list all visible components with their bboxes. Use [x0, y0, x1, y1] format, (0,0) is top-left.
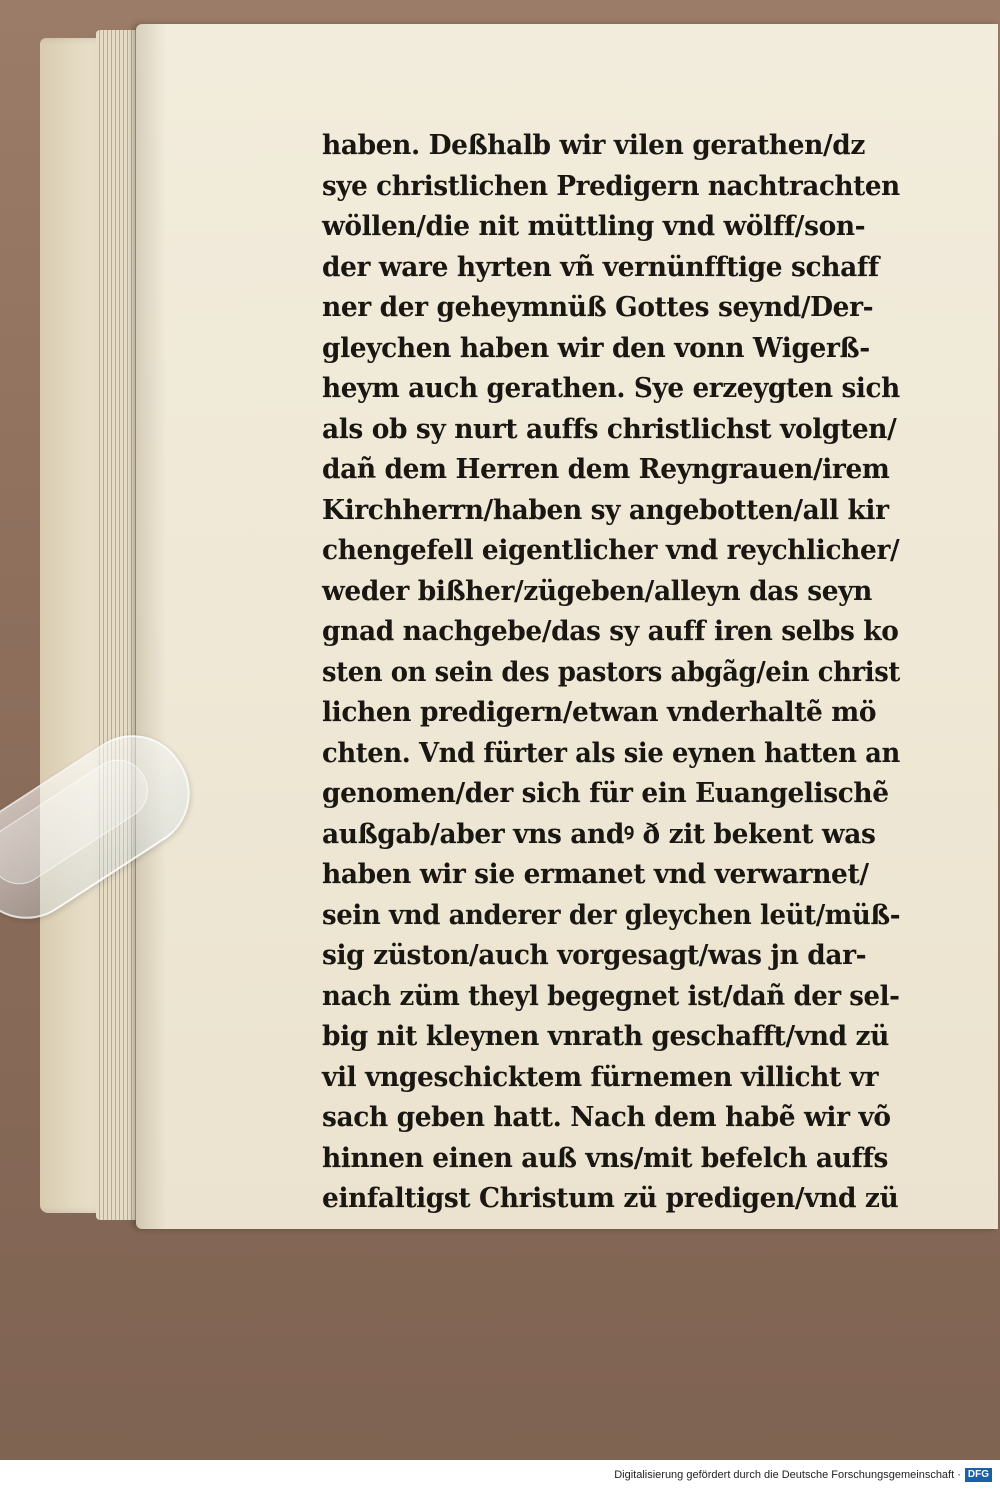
text-line: nach züm theyl begegnet ist/dañ der sel- [322, 980, 900, 1012]
text-line: der ware hyrten vñ vernünfftige schaff [322, 251, 879, 283]
funding-credit: Digitalisierung gefördert durch die Deutsche Forschungsgemeinschaft · [614, 1469, 961, 1481]
text-line: sten on sein des pastors abgãg/ein christ [322, 656, 900, 688]
text-line: sach geben hatt. Nach dem habẽ wir võ [322, 1102, 891, 1133]
text-line: gnad nachgebe/das sy auff iren selbs ko [322, 616, 899, 647]
text-line: chten. Vnd fürter als sie eynen hatten an [322, 737, 900, 769]
text-line: außgab/aber vns andꝰ ð zit bekent was [322, 818, 876, 850]
gutter-shadow [136, 24, 166, 1229]
text-line: einfaltigst Christum zü predigen/vnd zü [322, 1183, 899, 1214]
text-line: lichen predigern/etwan vnderhaltẽ mö [322, 697, 877, 728]
text-line: vil vngeschicktem fürnemen villicht vr [322, 1061, 879, 1093]
text-line: dañ dem Herren dem Reyngrauen/irem [322, 454, 890, 485]
digitization-footer [614, 1465, 992, 1485]
text-line: haben. Deßhalb wir vilen gerathen/dz [322, 130, 866, 161]
page-text [322, 126, 912, 1220]
text-line: gleychen haben wir den vonn Wigerß- [322, 332, 870, 364]
text-line: als ob sy nurt auffs christlichst volgten/ [322, 413, 897, 445]
text-line: wöllen/die nit müttling vnd wölff/son- [322, 211, 866, 242]
text-line: ner der geheymnüß Gottes seynd/Der- [322, 292, 874, 323]
text-line: sig züston/auch vorgesagt/was jn dar- [322, 940, 867, 971]
text-line: big nit kleynen vnrath geschafft/vnd zü [322, 1021, 889, 1052]
text-line: haben wir sie ermanet vnd verwarnet/ [322, 859, 869, 890]
text-line: weder bißher/zügeben/alleyn das seyn [322, 575, 873, 607]
text-line: sein vnd anderer der gleychen leüt/müß- [322, 899, 901, 931]
text-line: sye christlichen Predigern nachtrachten [322, 170, 900, 202]
text-line: Kirchherrn/haben sy angebotten/all kir [322, 494, 889, 526]
text-line: hinnen einen auß vns/mit befelch auffs [322, 1142, 888, 1174]
text-line: chengefell eigentlicher vnd reychlicher/ [322, 535, 900, 566]
text-line: heym auch gerathen. Sye erzeygten sich [322, 373, 900, 404]
text-line: genomen/der sich für ein Euangelischẽ [322, 778, 889, 809]
dfg-logo[interactable]: DFG [965, 1468, 992, 1482]
